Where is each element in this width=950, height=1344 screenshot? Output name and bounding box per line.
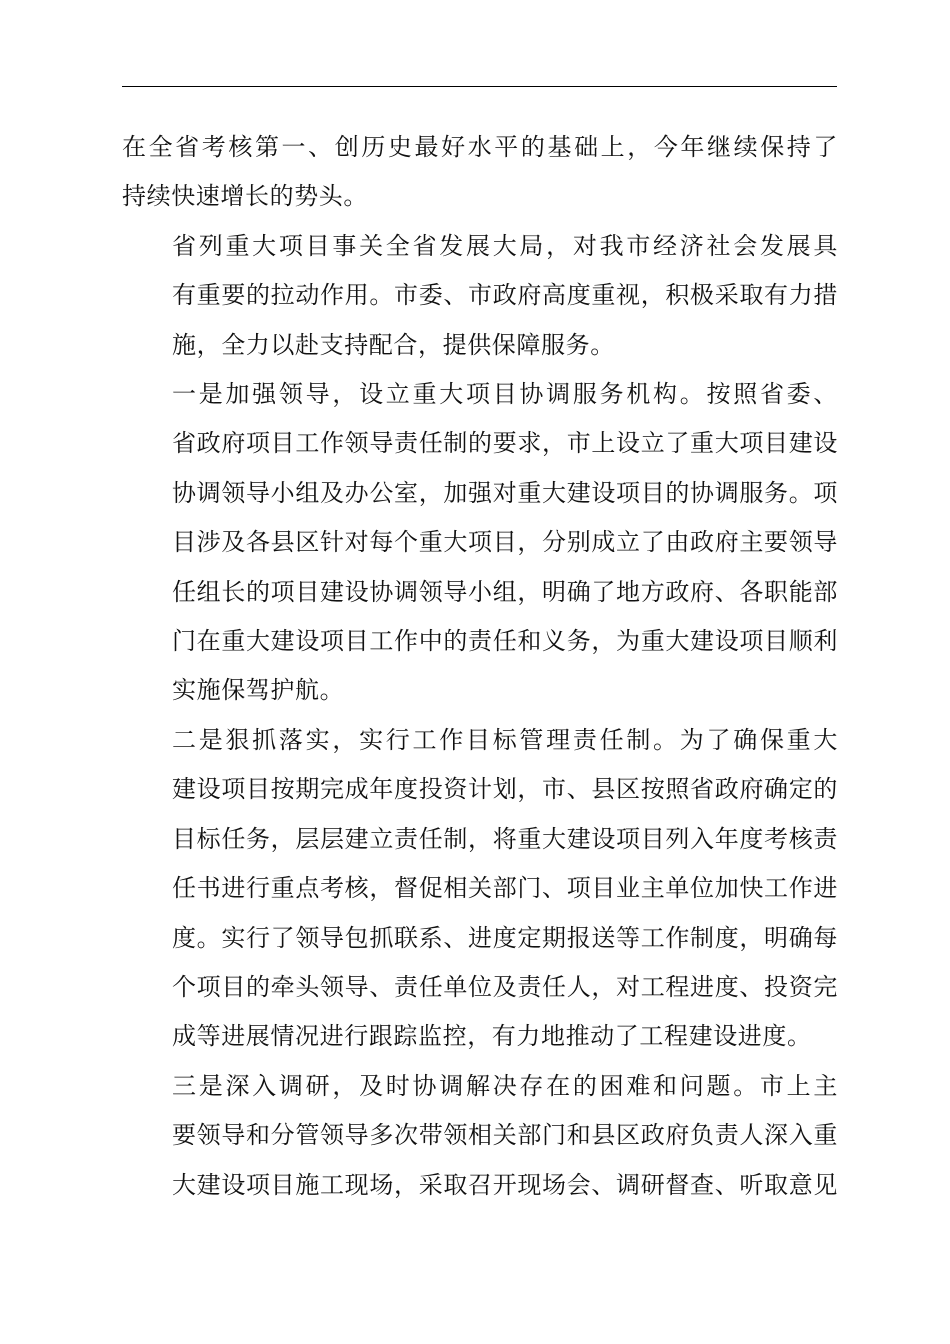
- text-line: 一是加强领导，设立重大项目协调服务机构。按照省委、: [172, 380, 838, 409]
- text-line: 成等进展情况进行跟踪监控，有力地推动了工程建设进度。: [172, 1022, 812, 1051]
- text-line: 大建设项目施工现场，采取召开现场会、调研督查、听取意见: [172, 1170, 838, 1199]
- text-line: 协调领导小组及办公室，加强对重大建设项目的协调服务。项: [172, 478, 838, 507]
- text-line: 目涉及各县区针对每个重大项目，分别成立了由政府主要领导: [172, 528, 838, 557]
- paragraph-4: [122, 716, 838, 1062]
- header-rule: [122, 86, 837, 87]
- text-line: 任组长的项目建设协调领导小组，明确了地方政府、各职能部: [172, 577, 838, 606]
- text-line: 省政府项目工作领导责任制的要求，市上设立了重大项目建设: [172, 429, 838, 458]
- paragraph-2: [122, 222, 838, 370]
- text-line: 门在重大建设项目工作中的责任和义务，为重大建设项目顺利: [172, 627, 838, 656]
- text-line: 持续快速增长的势头。: [122, 182, 368, 211]
- text-line: 个项目的牵头领导、责任单位及责任人，对工程进度、投资完: [172, 972, 838, 1001]
- paragraph-5: [122, 1062, 838, 1210]
- text-line: 有重要的拉动作用。市委、市政府高度重视，积极采取有力措: [172, 281, 838, 310]
- text-line: 建设项目按期完成年度投资计划，市、县区按照省政府确定的: [172, 775, 838, 804]
- text-line: 三是深入调研，及时协调解决存在的困难和问题。市上主: [172, 1071, 838, 1100]
- text-line: 省列重大项目事关全省发展大局，对我市经济社会发展具: [172, 231, 838, 260]
- text-line: 要领导和分管领导多次带领相关部门和县区政府负责人深入重: [172, 1121, 838, 1150]
- text-line: 任书进行重点考核，督促相关部门、项目业主单位加快工作进: [172, 874, 838, 903]
- text-line: 施，全力以赴支持配合，提供保障服务。: [172, 330, 615, 359]
- text-line: 目标任务，层层建立责任制，将重大建设项目列入年度考核责: [172, 824, 838, 853]
- text-line: 在全省考核第一、创历史最好水平的基础上，今年继续保持了: [122, 133, 838, 161]
- document-body: [122, 123, 838, 1210]
- paragraph-1: [122, 123, 838, 222]
- text-line: 实施保驾护航。: [172, 676, 345, 705]
- paragraph-3: [122, 370, 838, 716]
- text-line: 度。实行了领导包抓联系、进度定期报送等工作制度，明确每: [172, 923, 838, 952]
- text-line: 二是狠抓落实，实行工作目标管理责任制。为了确保重大: [172, 725, 838, 754]
